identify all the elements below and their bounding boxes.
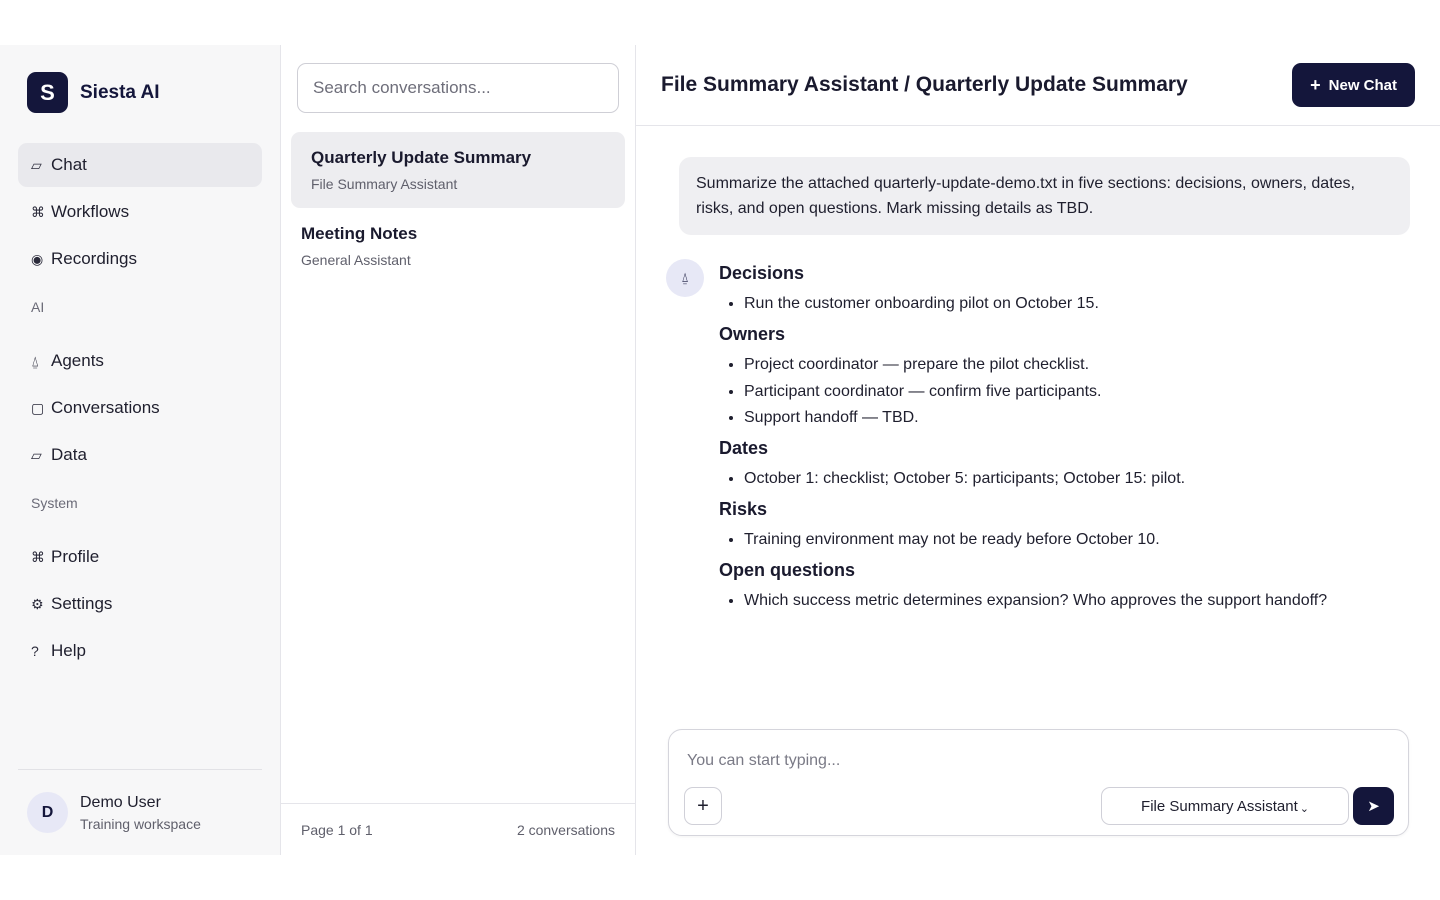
- sidebar: [0, 45, 281, 855]
- section-label-system: System: [31, 495, 78, 511]
- chat-header: [636, 45, 1440, 126]
- new-chat-label: New Chat: [1328, 76, 1397, 94]
- sidebar-item-label: Settings: [51, 594, 113, 613]
- agents-icon: ⍙: [31, 352, 40, 369]
- data-icon: ▱: [31, 446, 42, 463]
- list-item: • Support handoff — TBD.: [744, 408, 1419, 428]
- section-heading: Dates: [719, 438, 769, 458]
- send-icon: ➤: [1367, 798, 1380, 815]
- gear-icon: ⚙: [31, 595, 44, 612]
- section-list: [719, 294, 1419, 314]
- chevron-down-icon: ⌄: [1299, 802, 1309, 815]
- search-input[interactable]: [297, 63, 619, 113]
- brand-logo: S: [27, 72, 68, 113]
- conversation-panel: [281, 45, 636, 855]
- brand[interactable]: [27, 72, 160, 113]
- user-info: [80, 794, 201, 832]
- section-list: [719, 530, 1419, 550]
- plus-icon: +: [1310, 74, 1321, 95]
- sidebar-item-help[interactable]: [18, 629, 262, 673]
- sidebar-item-conversations[interactable]: [18, 386, 262, 430]
- agent-select-value: File Summary Assistant: [1141, 797, 1298, 815]
- section-list: [719, 355, 1419, 428]
- list-item: • Training environment may not be ready before October 10.: [744, 530, 1419, 550]
- chat-main: [636, 45, 1440, 855]
- section-heading: Owners: [719, 324, 786, 344]
- section-list: [719, 591, 1419, 611]
- list-item: • Project coordinator — prepare the pilot checklist.: [744, 355, 1419, 375]
- sidebar-item-agents[interactable]: [18, 339, 262, 383]
- plus-icon: +: [697, 794, 709, 817]
- page-title: File Summary Assistant / Quarterly Update Summary: [661, 73, 1188, 96]
- conversation-count: 2 conversations: [516, 821, 615, 838]
- conversation-title: Quarterly Update Summary: [311, 148, 532, 167]
- section-heading: Open questions: [719, 560, 856, 580]
- conversation-item-meeting-notes[interactable]: [291, 208, 625, 284]
- list-item: • October 1: checklist; October 5: participants; October 15: pilot.: [744, 469, 1419, 489]
- avatar: D: [27, 792, 68, 833]
- sidebar-item-label: Agents: [51, 351, 104, 370]
- section-heading: Risks: [719, 499, 768, 519]
- user-workspace: Training workspace: [80, 815, 201, 832]
- profile-icon: ⌘: [31, 548, 45, 565]
- list-item: • Run the customer onboarding pilot on October 15.: [744, 294, 1419, 314]
- conversation-list: [291, 132, 625, 284]
- conversation-assistant: General Assistant: [301, 252, 411, 268]
- sidebar-item-label: Recordings: [51, 249, 137, 268]
- message-composer: [668, 729, 1409, 836]
- sidebar-item-label: Workflows: [51, 202, 130, 221]
- sidebar-nav: [18, 143, 262, 676]
- assistant-avatar-icon: ⍙: [666, 259, 704, 297]
- chat-icon: ▱: [31, 156, 42, 173]
- brand-name: Siesta AI: [80, 81, 160, 103]
- conversation-footer: [281, 803, 635, 855]
- list-item: • Which success metric determines expansion? Who approves the support handoff?: [744, 591, 1419, 611]
- send-button[interactable]: [1353, 787, 1394, 825]
- workflows-icon: ⌘: [31, 203, 45, 220]
- sidebar-item-data[interactable]: [18, 433, 262, 477]
- sidebar-item-chat[interactable]: [18, 143, 262, 187]
- user-message: Summarize the attached quarterly-update-demo.txt in five sections: decisions, owners, dates, risks, and open questions. Mark missing details as TBD.: [679, 157, 1410, 235]
- sidebar-item-workflows[interactable]: [18, 190, 262, 234]
- section-label-ai: AI: [31, 299, 45, 315]
- app-window: [0, 45, 1440, 855]
- sidebar-item-profile[interactable]: [18, 535, 262, 579]
- sidebar-item-label: Help: [51, 641, 86, 660]
- sidebar-item-settings[interactable]: [18, 582, 262, 626]
- sidebar-item-label: Data: [51, 445, 87, 464]
- assistant-message: [719, 263, 1419, 621]
- sidebar-item-recordings[interactable]: [18, 237, 262, 281]
- page-indicator: Page 1 of 1: [301, 821, 373, 838]
- conversation-item-quarterly-update[interactable]: [291, 132, 625, 208]
- sidebar-item-label: Chat: [51, 155, 87, 174]
- list-item: • Participant coordinator — confirm five participants.: [744, 382, 1419, 402]
- user-name: Demo User: [80, 793, 161, 811]
- conversations-icon: ▢: [31, 399, 45, 416]
- message-input[interactable]: [687, 747, 1387, 775]
- conversation-assistant: File Summary Assistant: [311, 176, 458, 192]
- section-list: [719, 469, 1419, 489]
- recordings-icon: ◉: [31, 250, 44, 267]
- agent-select[interactable]: [1101, 787, 1349, 825]
- sidebar-item-label: Profile: [51, 547, 100, 566]
- new-chat-button[interactable]: [1292, 63, 1415, 107]
- help-icon: ?: [31, 643, 39, 659]
- attach-button[interactable]: [684, 787, 722, 825]
- sidebar-item-label: Conversations: [51, 398, 160, 417]
- user-profile[interactable]: [18, 769, 262, 855]
- section-heading: Decisions: [719, 263, 805, 283]
- conversation-title: Meeting Notes: [301, 224, 418, 243]
